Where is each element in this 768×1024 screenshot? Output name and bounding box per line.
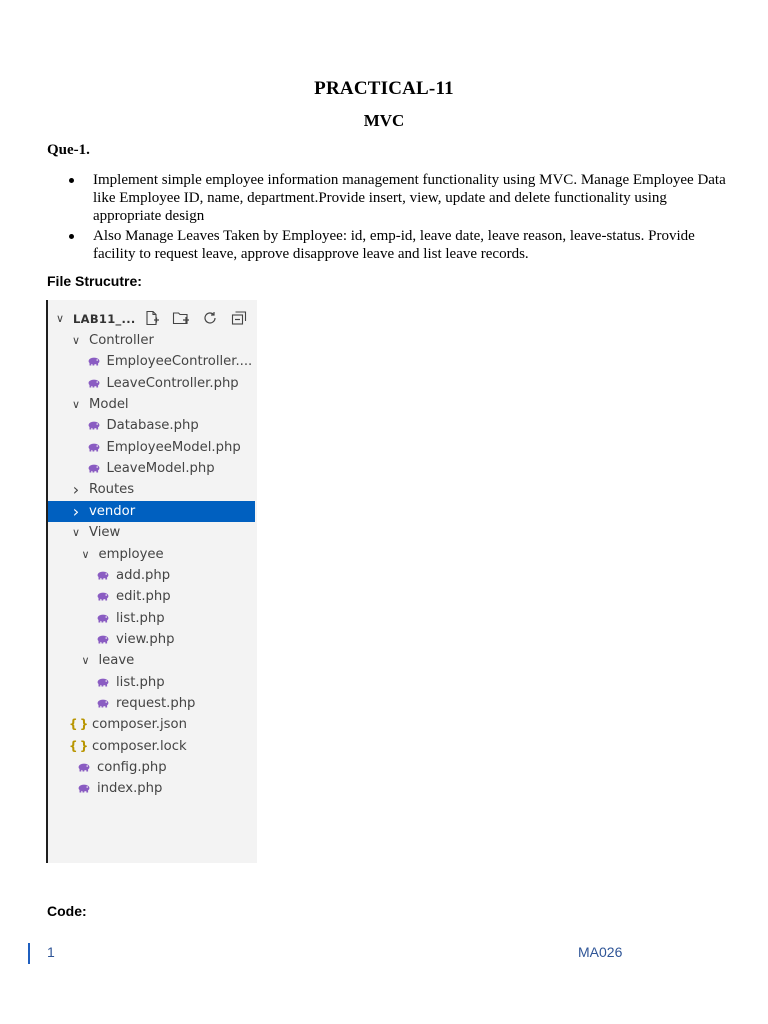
tree-item-label: view.php [116, 631, 175, 647]
explorer-header [48, 309, 257, 331]
footer-code: MA026 [578, 944, 623, 960]
chevron-down-icon[interactable]: ∨ [71, 526, 81, 540]
tree-item[interactable] [48, 394, 255, 415]
php-elephant-icon [96, 678, 110, 687]
question-label: Que-1. [47, 142, 90, 158]
bullet-icon [69, 178, 74, 183]
php-elephant-icon [77, 784, 91, 793]
chevron-down-icon[interactable]: ∨ [81, 547, 90, 561]
tree-item-label: leave [98, 653, 135, 669]
refresh-icon[interactable] [201, 310, 219, 328]
tree-item-label: employee [98, 546, 164, 562]
php-elephant-icon [96, 699, 110, 708]
php-elephant-icon [96, 592, 110, 601]
php-elephant-icon [87, 421, 101, 430]
tree-item[interactable] [48, 608, 255, 629]
tree-item-label: index.php [97, 781, 163, 797]
tree-item[interactable] [48, 714, 255, 735]
tree-item-label: request.php [116, 695, 196, 711]
php-elephant-icon [96, 614, 110, 623]
list-item: Implement simple employee information management functionality using MVC. Manage Employee Data like Employee ID, name, department.Provide insert, view, update and delete functionality using appropriate design [66, 171, 726, 225]
tree-item[interactable] [48, 650, 255, 671]
chevron-down-icon[interactable]: ∨ [71, 334, 81, 347]
php-elephant-icon [87, 464, 101, 473]
chevron-right-icon[interactable]: › [72, 480, 80, 500]
project-name[interactable]: LAB11_... [73, 312, 136, 326]
page-number: 1 [47, 944, 55, 960]
page-subtitle: MVC [363, 111, 405, 130]
tree-item[interactable] [48, 736, 255, 757]
tree-item[interactable] [48, 522, 255, 543]
tree-item-label: LeaveModel.php [106, 461, 215, 477]
json-braces-icon: { } [69, 717, 88, 732]
tree-item-label: composer.json [92, 717, 187, 733]
chevron-right-icon[interactable]: › [72, 501, 80, 521]
tree-item-label: Database.php [106, 418, 199, 434]
chevron-down-icon[interactable]: ∨ [81, 654, 90, 668]
requirements-list [66, 171, 726, 265]
tree-item-label: vendor [89, 503, 136, 519]
tree-item[interactable] [48, 330, 255, 351]
new-folder-icon[interactable] [172, 310, 190, 328]
page-title: PRACTICAL-11 [314, 78, 454, 99]
tree-item[interactable] [48, 629, 255, 650]
tree-item[interactable] [48, 437, 255, 458]
json-braces-icon: { } [69, 738, 88, 753]
tree-item-label: View [89, 525, 121, 541]
new-file-icon[interactable] [143, 310, 161, 328]
tree-item[interactable] [48, 351, 255, 372]
tree-item-label: list.php [116, 610, 165, 626]
tree-item[interactable] [48, 479, 255, 500]
tree-item[interactable] [48, 672, 255, 693]
file-explorer [46, 300, 257, 863]
tree-item[interactable] [48, 544, 255, 565]
php-elephant-icon [87, 357, 101, 366]
tree-item[interactable] [48, 501, 255, 522]
file-structure-heading: File Strucutre: [47, 273, 142, 289]
php-elephant-icon [77, 763, 91, 772]
php-elephant-icon [87, 379, 101, 388]
tree-item-label: add.php [116, 567, 171, 583]
chevron-down-icon[interactable]: ∨ [71, 398, 81, 412]
tree-item[interactable] [48, 586, 255, 607]
tree-item-label: config.php [97, 760, 167, 775]
php-elephant-icon [96, 571, 110, 580]
chevron-down-icon[interactable]: ∨ [56, 312, 65, 325]
tree-item[interactable] [48, 693, 255, 714]
php-elephant-icon [87, 443, 101, 452]
tree-item-label: Controller [89, 333, 154, 348]
tree-item-label: edit.php [116, 589, 171, 605]
collapse-all-icon[interactable] [230, 310, 248, 328]
bullet-icon [69, 234, 74, 239]
tree-item-label: Routes [89, 482, 135, 498]
tree-item[interactable] [48, 757, 255, 778]
tree-item[interactable] [48, 415, 255, 436]
tree-item-label: LeaveController.php [106, 375, 239, 391]
footer-accent-bar [28, 943, 30, 964]
tree-item-label: composer.lock [92, 738, 187, 754]
list-item: Also Manage Leaves Taken by Employee: id, emp-id, leave date, leave reason, leave-status. Provide facility to request leave, approve disapprove leave and list leave records. [66, 227, 726, 263]
tree-item-label: EmployeeModel.php [106, 439, 241, 455]
tree-item[interactable] [48, 565, 255, 586]
tree-item[interactable] [48, 778, 255, 799]
tree-item[interactable] [48, 458, 255, 479]
tree-item-label: EmployeeController.... [106, 354, 253, 370]
code-heading: Code: [47, 903, 87, 919]
tree-item-label: Model [89, 397, 129, 413]
tree-item[interactable] [48, 373, 255, 394]
php-elephant-icon [96, 635, 110, 644]
tree-item-label: list.php [116, 674, 165, 690]
